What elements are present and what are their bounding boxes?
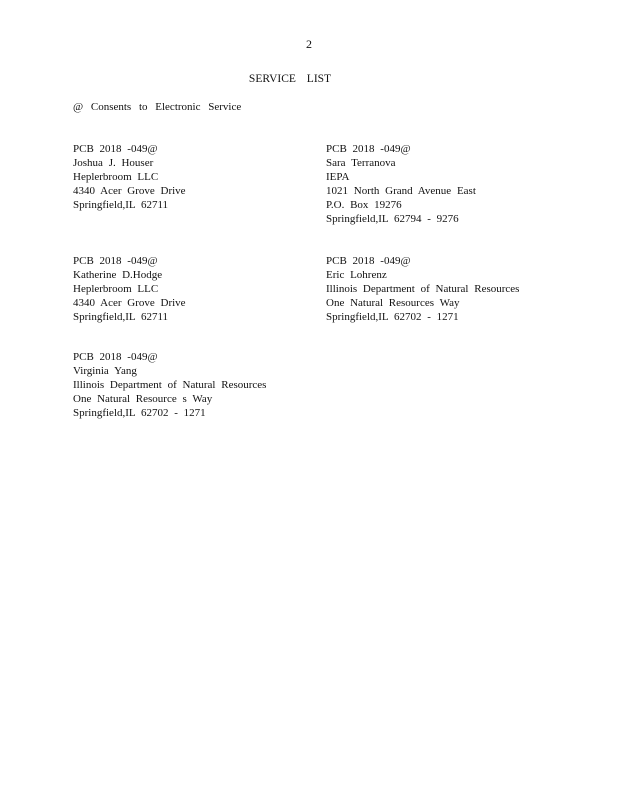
service-entry xyxy=(326,254,519,324)
organization: Heplerbroom LLC xyxy=(73,171,159,183)
service-entry xyxy=(73,254,186,324)
case-number: PCB 2018 -049@ xyxy=(73,143,158,155)
street-address: One Natural Resources Way xyxy=(326,297,460,309)
organization: Illinois Department of Natural Resources xyxy=(73,379,267,391)
recipient-name: Virginia Yang xyxy=(73,365,137,377)
city-state-zip: Springfield,IL 62702 - 1271 xyxy=(73,407,206,419)
service-entry xyxy=(326,142,476,226)
street-address: 1021 North Grand Avenue East xyxy=(326,185,476,197)
city-state-zip: Springfield,IL 62702 - 1271 xyxy=(326,311,459,323)
case-number: PCB 2018 -049@ xyxy=(73,351,158,363)
organization: IEPA xyxy=(326,171,350,183)
recipient-name: Eric Lohrenz xyxy=(326,269,387,281)
organization: Illinois Department of Natural Resources xyxy=(326,283,520,295)
city-state-zip: Springfield,IL 62711 xyxy=(73,199,169,211)
city-state-zip: Springfield,IL 62711 xyxy=(73,311,169,323)
recipient-name: Joshua J. Houser xyxy=(73,157,154,169)
service-entry xyxy=(73,350,266,420)
case-number: PCB 2018 -049@ xyxy=(326,143,411,155)
recipient-name: Sara Terranova xyxy=(326,157,396,169)
page-number: 2 xyxy=(306,37,312,51)
po-box: P.O. Box 19276 xyxy=(326,199,402,211)
consent-note: @ Consents to Electronic Service xyxy=(73,101,242,113)
case-number: PCB 2018 -049@ xyxy=(73,255,158,267)
case-number: PCB 2018 -049@ xyxy=(326,255,411,267)
recipient-name: Katherine D.Hodge xyxy=(73,269,163,281)
city-state-zip: Springfield,IL 62794 - 9276 xyxy=(326,213,459,225)
street-address: One Natural Resource s Way xyxy=(73,393,213,405)
street-address: 4340 Acer Grove Drive xyxy=(73,297,186,309)
street-address: 4340 Acer Grove Drive xyxy=(73,185,186,197)
organization: Heplerbroom LLC xyxy=(73,283,159,295)
service-entry xyxy=(73,142,186,212)
page-title: SERVICE LIST xyxy=(248,73,332,85)
